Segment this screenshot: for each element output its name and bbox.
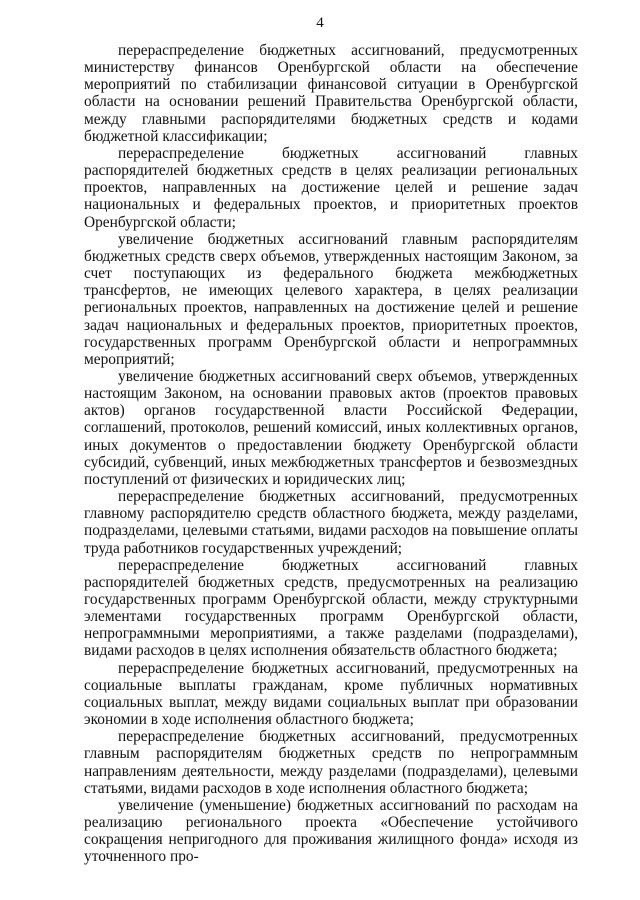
paragraph-5: перераспределение бюджетных ассигнований, предусмотренных главному распорядителю средств областного бюджета, между разделами, подразделами, целевыми статьями, видами расходов на повышение оплаты труда работников государственных учреждений; (84, 488, 578, 557)
paragraph-7: перераспределение бюджетных ассигнований, предусмотренных на социальные выплаты гражданам, кроме публичных нормативных социальных выплат, между видами социальных выплат при образовании экономии в ходе исполнения областного бюджета; (84, 659, 578, 729)
paragraph-9: увеличение (уменьшение) бюджетных ассигнований по расходам на реализацию регионального проекта «Обеспечение устойчивого сокращения непригодного для проживания жилищного фонда» исходя из уточненного про- (84, 796, 578, 866)
paragraph-4: увеличение бюджетных ассигнований сверх объемов, утвержденных настоящим Законом, на основании правовых актов (проектов правовых актов) органов государственной власти Российской Федерации, соглашений, протоколов, решений комиссий, иных коллективных органов, иных документов о предоставлении бюджету Оренбургской области субсидий, субвенций, иных межбюджетных трансфертов и безвозмездных поступлений от физических и юридических лиц; (84, 367, 578, 488)
paragraph-2: перераспределение бюджетных ассигнований главных распорядителей бюджетных средств в целях реализации региональных проектов, направленных на достижение целей и решение задач национальных и федеральных проектов, и приоритетных проектов Оренбургской области; (84, 144, 578, 231)
paragraph-8: перераспределение бюджетных ассигнований, предусмотренных главным распорядителям бюджетных средств по непрограммным направлениям деятельности, между разделами (подразделами), целевыми статьями, видами расходов в ходе исполнения областного бюджета; (84, 728, 578, 797)
paragraph-3: увеличение бюджетных ассигнований главным распорядителям бюджетных средств сверх объемов, утвержденных настоящим Законом, за счет поступающих из федерального бюджета межбюджетных трансфертов, не имеющих целевого характера, в целях реализации региональных проектов, направленных на достижение целей и решение задач национальных и федеральных проектов, приоритетных проектов, государственных программ Оренбургской области и непрограммных мероприятий; (84, 230, 578, 368)
page-number: 4 (316, 15, 324, 31)
document-body (84, 42, 578, 866)
paragraph-6: перераспределение бюджетных ассигнований главных распорядителей бюджетных средств, предусмотренных на реализацию государственных программ Оренбургской области, между структурными элементами государственных программ Оренбургской области, непрограммными мероприятиями, а также разделами (подразделами), видами расходов в целях исполнения обязательств областного бюджета; (84, 556, 578, 660)
paragraph-1: перераспределение бюджетных ассигнований, предусмотренных министерству финансов Оренбургской области на обеспечение мероприятий по стабилизации финансовой ситуации в Оренбургской области на основании решений Правительства Оренбургской области, между главными распорядителями бюджетных средств и кодами бюджетной классификации; (84, 42, 578, 145)
